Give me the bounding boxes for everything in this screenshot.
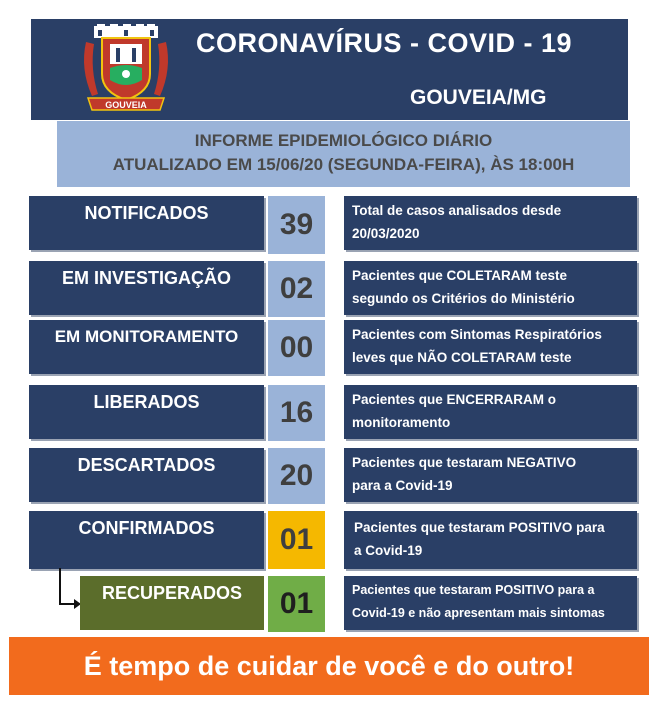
recovered-label: RECUPERADOS — [80, 576, 264, 630]
investigation-count: 02 — [268, 261, 325, 317]
description-line: Pacientes que testaram NEGATIVO — [352, 455, 577, 470]
investigation-label: EM INVESTIGAÇÃO — [29, 261, 264, 315]
page-title: CORONAVÍRUS - COVID - 19 — [196, 28, 573, 58]
description-line: Pacientes que ENCERRARAM o — [352, 392, 557, 407]
confirmed-description — [344, 511, 637, 569]
description-line: leves que NÃO COLETARAM teste — [352, 350, 572, 365]
discarded-count: 20 — [268, 448, 325, 504]
city-label: GOUVEIA/MG — [410, 86, 547, 109]
confirmed-count: 01 — [268, 511, 325, 569]
footer-slogan: É tempo de cuidar de você e do outro! — [9, 637, 649, 695]
description-line: 20/03/2020 — [352, 226, 420, 241]
released-description — [344, 385, 637, 439]
gouveia-crest-icon — [80, 24, 172, 114]
description-line: Pacientes que testaram POSITIVO para — [354, 520, 605, 535]
recovered-count: 01 — [268, 576, 325, 632]
report-subtitle — [57, 121, 630, 187]
description-line: segundo os Critérios do Ministério — [352, 291, 575, 306]
report-title: INFORME EPIDEMIOLÓGICO DIÁRIO — [194, 131, 493, 150]
description-line: Pacientes com Sintomas Respiratórios — [352, 327, 602, 342]
update-timestamp: ATUALIZADO EM 15/06/20 (SEGUNDA-FEIRA), ÀS 18:00H — [112, 155, 575, 174]
description-line: Total de casos analisados desde — [352, 203, 562, 218]
discarded-label: DESCARTADOS — [29, 448, 264, 502]
description-line: Pacientes que COLETARAM teste — [352, 268, 568, 283]
notified-label: NOTIFICADOS — [29, 196, 264, 250]
connector-arrow-icon — [52, 568, 82, 610]
notified-count: 39 — [268, 196, 325, 254]
crest-label: GOUVEIA — [105, 100, 147, 110]
monitoring-description — [344, 320, 637, 374]
confirmed-label: CONFIRMADOS — [29, 511, 264, 569]
description-line: Pacientes que testaram POSITIVO para a — [352, 583, 595, 597]
released-count: 16 — [268, 385, 325, 441]
description-line: Covid-19 e não apresentam mais sintomas — [352, 606, 605, 620]
released-label: LIBERADOS — [29, 385, 264, 439]
recovered-description — [344, 576, 637, 630]
description-line: monitoramento — [352, 415, 451, 430]
discarded-description — [344, 448, 637, 502]
notified-description — [344, 196, 637, 250]
description-line: para a Covid-19 — [352, 478, 453, 493]
monitoring-label: EM MONITORAMENTO — [29, 320, 264, 374]
monitoring-count: 00 — [268, 320, 325, 376]
investigation-description — [344, 261, 637, 315]
description-line: a Covid-19 — [354, 543, 423, 558]
